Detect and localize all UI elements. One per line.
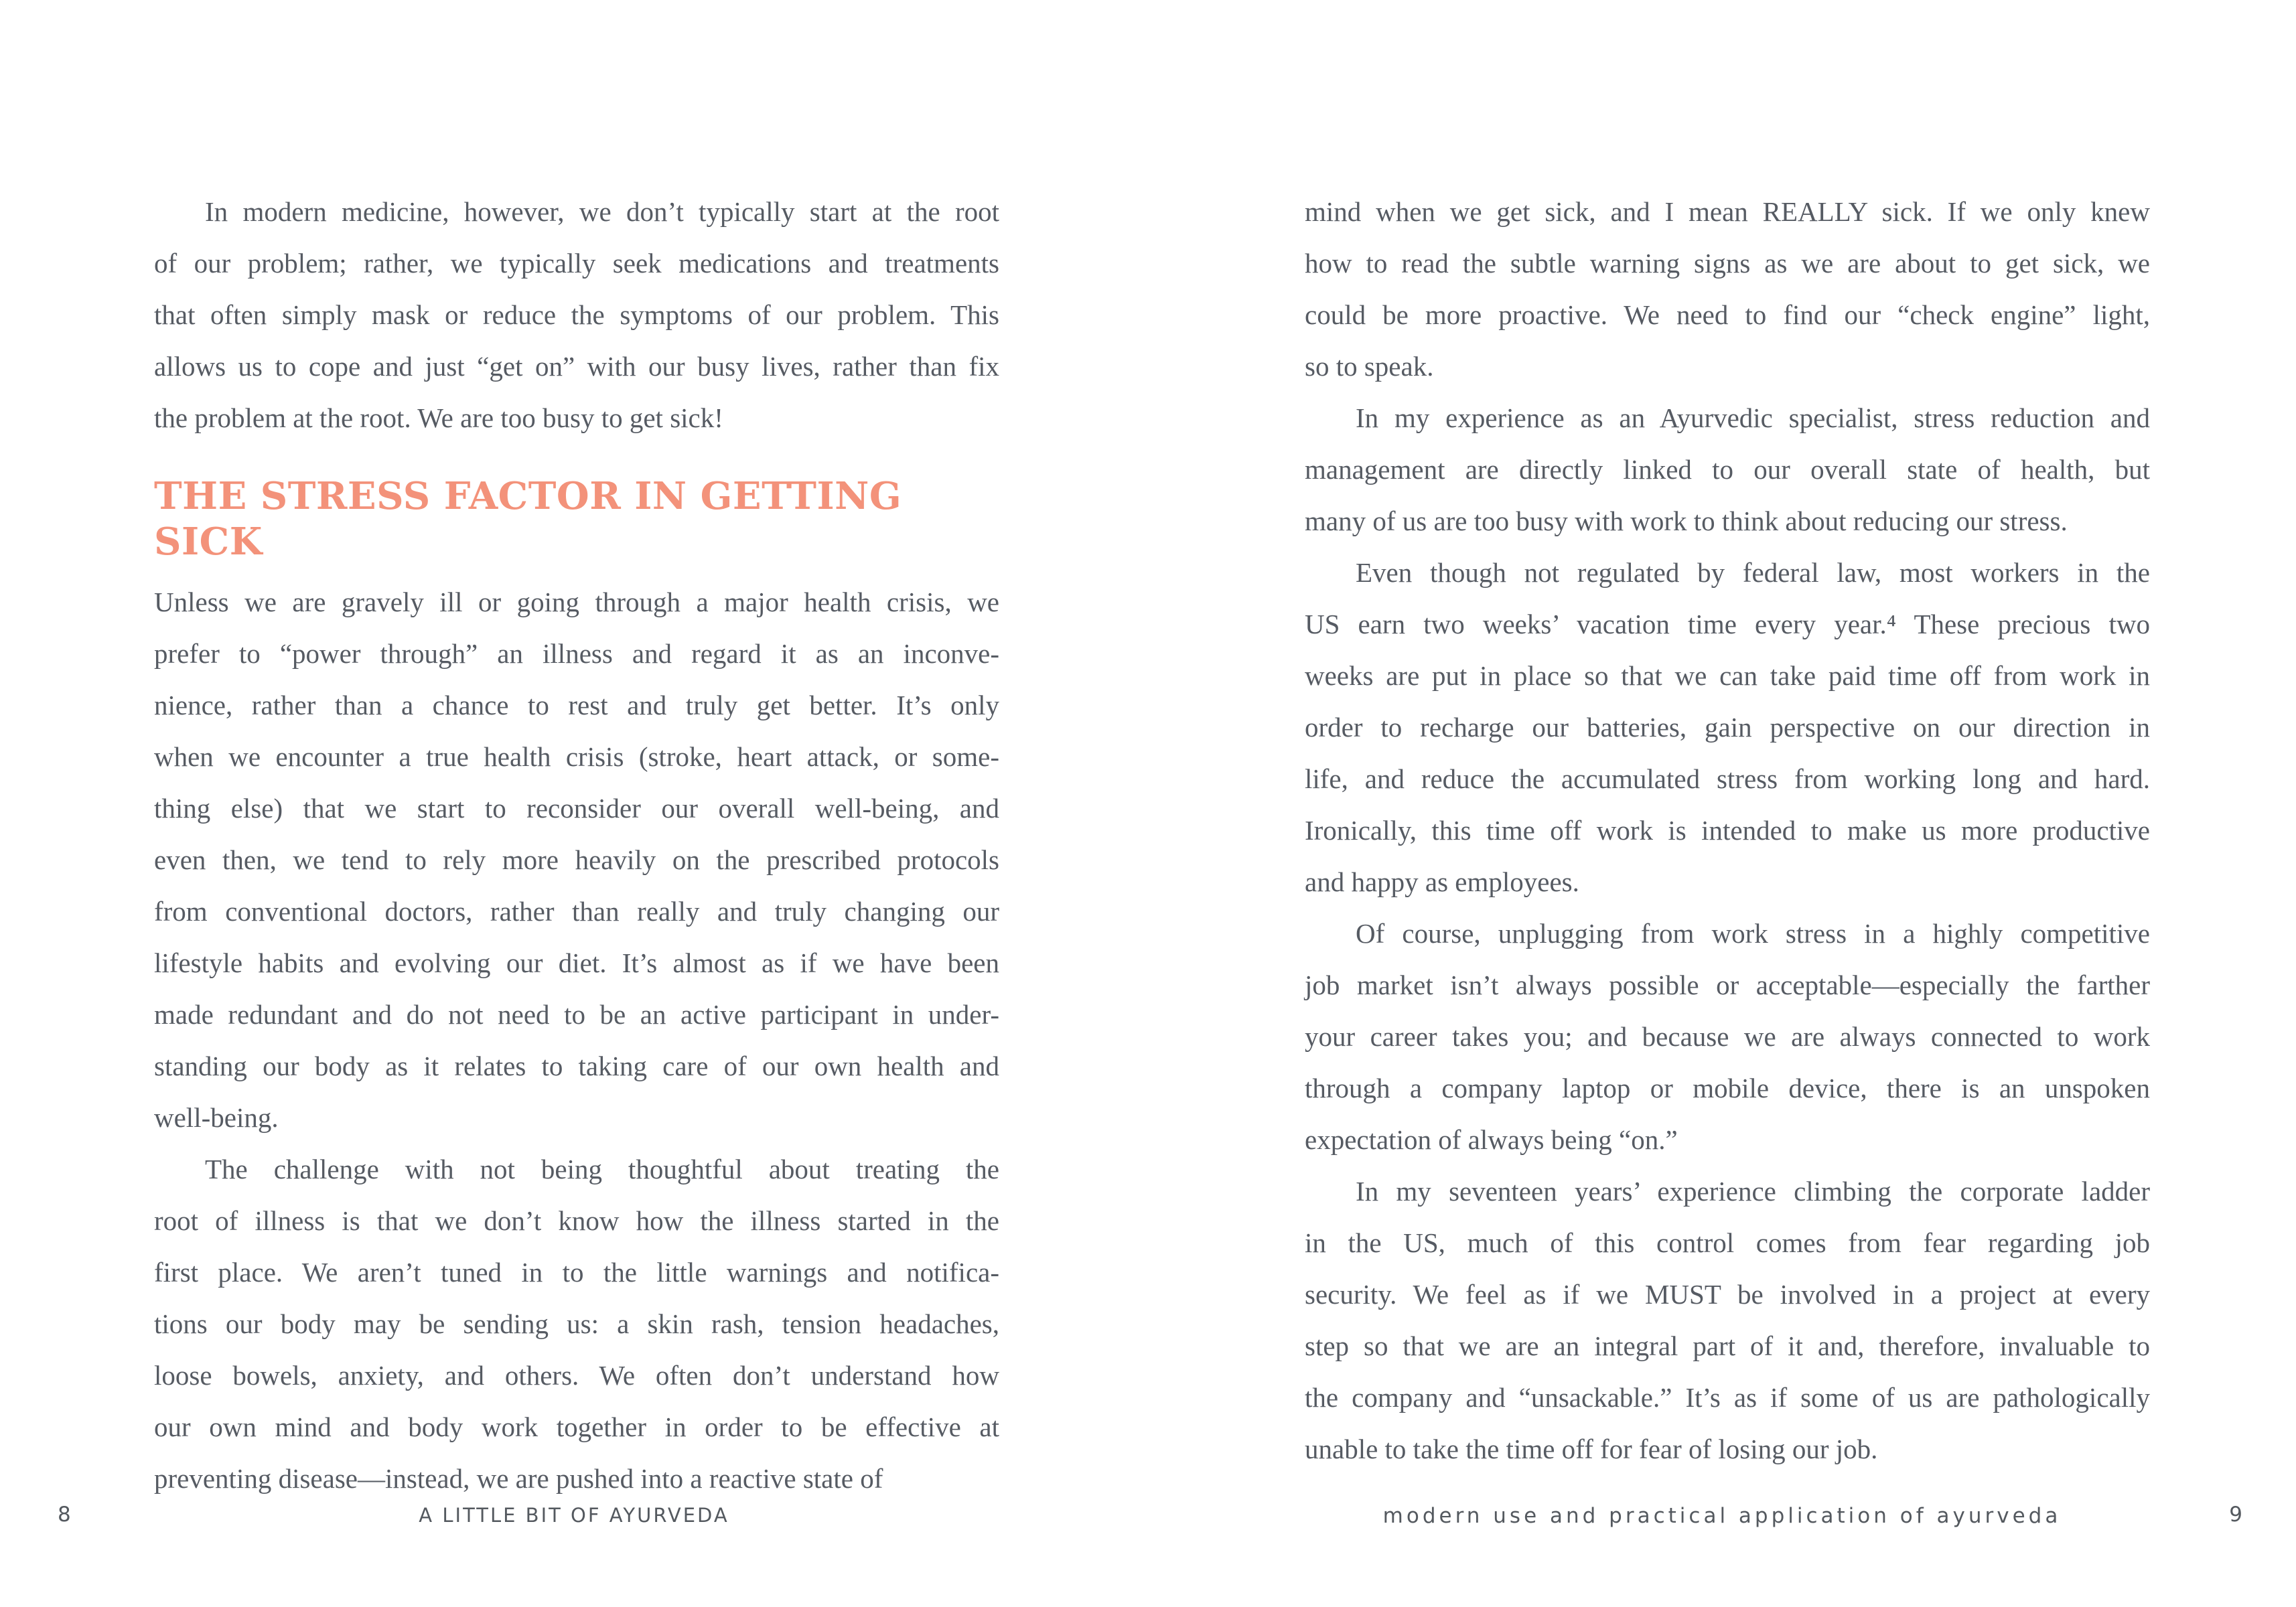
text-line: in the US, much of this control comes from fear regarding job xyxy=(1305,1227,2150,1258)
paragraph xyxy=(1305,547,2150,908)
text-line: Even though not regulated by federal law, most workers in the xyxy=(1356,557,2150,588)
text-line: many of us are too busy with work to think about reducing our stress. xyxy=(1305,506,2068,536)
text-line: nience, rather than a chance to rest and truly get better. It’s only xyxy=(154,690,999,720)
text-line: standing our body as it relates to taking care of our own health and xyxy=(154,1051,999,1081)
text-line: In modern medicine, however, we don’t typically start at the root xyxy=(205,196,999,227)
text-line: through a company laptop or mobile device, there is an unspoken xyxy=(1305,1073,2150,1103)
page-number-left: 8 xyxy=(58,1503,71,1527)
text-line: and happy as employees. xyxy=(1305,866,1579,897)
text-line: unable to take the time off for fear of losing our job. xyxy=(1305,1434,1878,1464)
paragraph xyxy=(1305,1166,2150,1475)
right-page xyxy=(1148,0,2296,1607)
text-line: well-being. xyxy=(154,1102,279,1133)
text-line: root of illness is that we don’t know how the illness started in the xyxy=(154,1205,999,1236)
text-line: weeks are put in place so that we can take paid time off from work in xyxy=(1305,660,2150,691)
text-line: prefer to “power through” an illness and regard it as an inconve- xyxy=(154,638,999,669)
text-line: step so that we are an integral part of it and, therefore, invaluable to xyxy=(1305,1330,2150,1361)
paragraph xyxy=(154,186,999,444)
paragraph xyxy=(1305,392,2150,547)
paragraph xyxy=(1305,186,2150,392)
text-line: Of course, unplugging from work stress in a highly competitive xyxy=(1356,918,2150,949)
text-line: could be more proactive. We need to find our “check engine” light, xyxy=(1305,299,2150,330)
text-line: of our problem; rather, we typically seek medications and treatments xyxy=(154,248,999,279)
text-line: life, and reduce the accumulated stress from working long and hard. xyxy=(1305,763,2150,794)
text-line: how to read the subtle warning signs as we are about to get sick, we xyxy=(1305,248,2150,279)
text-line: when we encounter a true health crisis (stroke, heart attack, or some- xyxy=(154,741,999,772)
text-line: security. We feel as if we MUST be involved in a project at every xyxy=(1305,1279,2150,1310)
footer-row xyxy=(0,1504,2296,1544)
text-line: preventing disease—instead, we are pushed into a reactive state of xyxy=(154,1463,883,1494)
text-line: Unless we are gravely ill or going through a major health crisis, we xyxy=(154,587,999,617)
paragraph xyxy=(154,1144,999,1505)
text-line: first place. We aren’t tuned in to the little warnings and notifica- xyxy=(154,1257,999,1288)
right-text-column xyxy=(1305,186,2150,1475)
text-line: your career takes you; and because we are always connected to work xyxy=(1305,1021,2150,1052)
text-line: expectation of always being “on.” xyxy=(1305,1124,1678,1155)
text-line: tions our body may be sending us: a skin rash, tension headaches, xyxy=(154,1308,999,1339)
text-line: management are directly linked to our overall state of health, but xyxy=(1305,454,2150,485)
text-line: the problem at the root. We are too busy to get sick! xyxy=(154,402,723,433)
text-line: that often simply mask or reduce the symptoms of our problem. This xyxy=(154,299,999,330)
text-line: loose bowels, anxiety, and others. We often don’t understand how xyxy=(154,1360,999,1391)
section-heading: THE STRESS FACTOR IN GETTING SICK xyxy=(154,474,902,564)
text-line: so to speak. xyxy=(1305,351,1434,382)
text-line: US earn two weeks’ vacation time every year.⁴ These precious two xyxy=(1305,609,2150,639)
left-text-column xyxy=(154,186,999,1505)
text-line: our own mind and body work together in order to be effective at xyxy=(154,1411,999,1442)
running-head-right: modern use and practical application of ayurveda xyxy=(1382,1504,2062,1528)
text-line: The challenge with not being thoughtful about treating the xyxy=(205,1154,999,1184)
text-line: even then, we tend to rely more heavily on the prescribed protocols xyxy=(154,844,999,875)
text-line: order to recharge our batteries, gain perspective on our direction in xyxy=(1305,712,2150,743)
text-line: allows us to cope and just “get on” with our busy lives, rather than fix xyxy=(154,351,999,382)
paragraph xyxy=(1305,908,2150,1166)
text-line: lifestyle habits and evolving our diet. It’s almost as if we have been xyxy=(154,947,999,978)
text-line: the company and “unsackable.” It’s as if some of us are pathologically xyxy=(1305,1382,2150,1413)
text-line: from conventional doctors, rather than really and truly changing our xyxy=(154,896,999,927)
text-line: made redundant and do not need to be an active participant in under- xyxy=(154,999,999,1030)
text-line: In my seventeen years’ experience climbing the corporate ladder xyxy=(1356,1176,2150,1207)
paragraph xyxy=(154,577,999,1144)
text-line: job market isn’t always possible or acceptable—especially the farther xyxy=(1305,970,2150,1000)
text-line: thing else) that we start to reconsider our overall well-being, and xyxy=(154,793,999,824)
text-line: In my experience as an Ayurvedic specialist, stress reduction and xyxy=(1356,402,2150,433)
running-head-left: A LITTLE BIT OF AYURVEDA xyxy=(419,1504,729,1527)
text-line: mind when we get sick, and I mean REALLY sick. If we only knew xyxy=(1305,196,2150,227)
text-line: Ironically, this time off work is intended to make us more productive xyxy=(1305,815,2150,846)
page-number-right: 9 xyxy=(2229,1503,2242,1527)
